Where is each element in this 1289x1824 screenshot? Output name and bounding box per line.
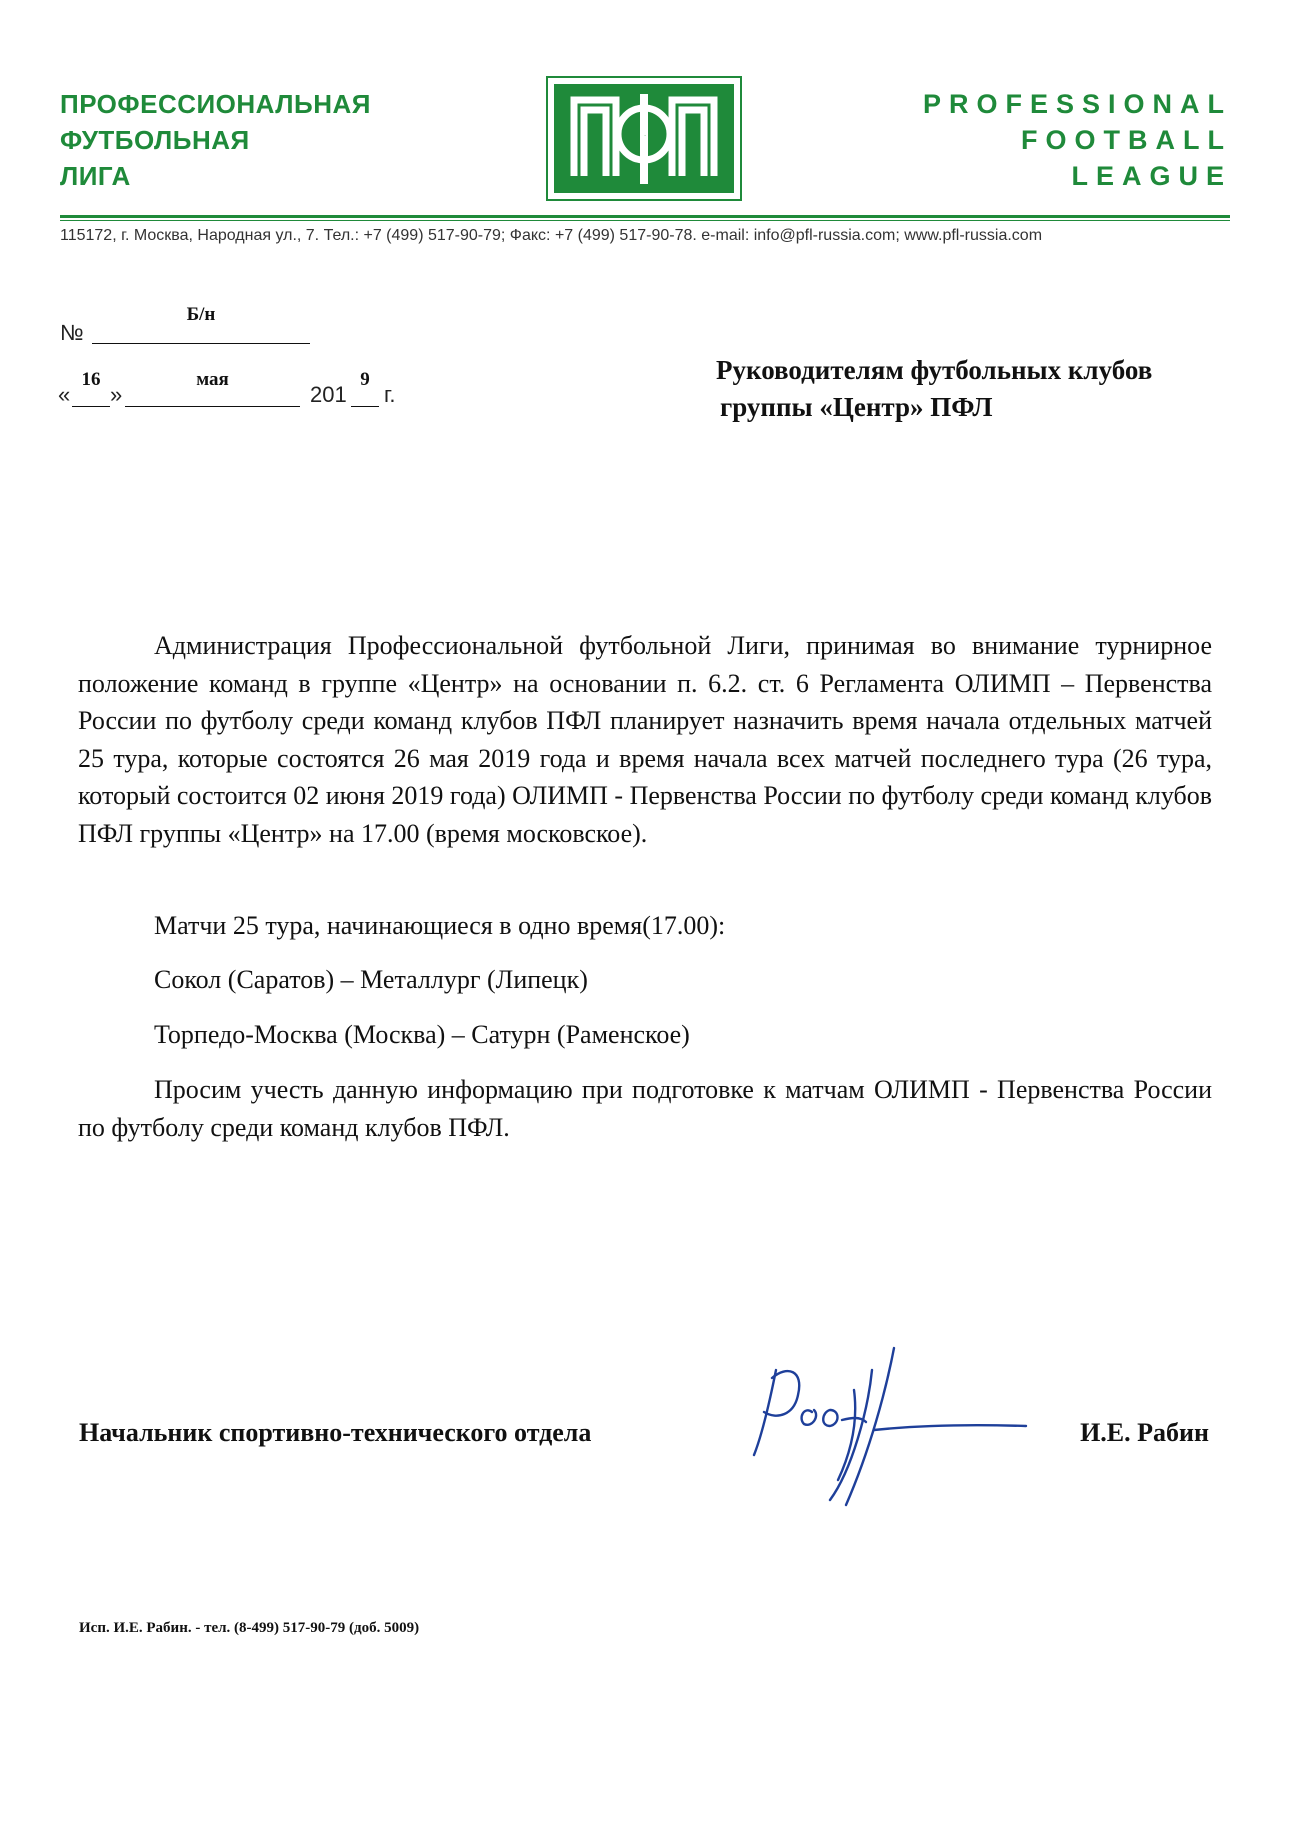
org-name-en: [923, 86, 1232, 194]
match-1-block: [78, 961, 1212, 999]
date-day-underline: [72, 406, 110, 407]
date-year-underline: [351, 406, 379, 407]
signatory-title: Начальник спортивно-технического отдела: [79, 1418, 592, 1447]
addressee-line1: Руководителям футбольных клубов: [716, 355, 1153, 385]
body-paragraph-1: Администрация Профессиональной футбольной Лиги, принимая во внимание турнирное положение команд в группе «Центр» на основании п. 6.2. ст. 6 Регламента ОЛИМП – Первенства России по футболу среди команд клубов ПФЛ планирует назначить время начала отдельных матчей 25 тура, которые состоятся 26 мая 2019 года и время начала всех матчей последнего тура (26 тура, который состоится 02 июня 2019 года) ОЛИМП - Первенства России по футболу среди команд клубов ПФЛ группы «Центр» на 17.00 (время московское).: [78, 631, 1212, 848]
org-name-ru: [60, 86, 371, 194]
signatory-name: И.Е. Рабин: [1080, 1418, 1209, 1447]
header-rule-bottom: [60, 220, 1230, 221]
number-label: №: [60, 320, 84, 345]
logo-text: ПФЛ: [644, 136, 647, 137]
matches-block: [78, 907, 1212, 945]
addressee: [716, 352, 1152, 426]
match-2: Торпедо-Москва (Москва) – Сатурн (Раменское): [154, 1020, 690, 1049]
match-2-block: [78, 1016, 1212, 1054]
handwritten-signature: [742, 1340, 1032, 1540]
date-year-digit: 9: [360, 369, 370, 390]
org-name-ru-line1: ПРОФЕССИОНАЛЬНАЯ: [60, 89, 371, 119]
date-day: 16: [81, 369, 101, 390]
org-name-en-line2: FOOTBALL: [1021, 125, 1232, 155]
executor-contact: Исп. И.Е. Рабин. - тел. (8-499) 517-90-79 (доб. 5009): [79, 1620, 420, 1636]
number-underline: [92, 343, 310, 344]
body-paragraph-2: Просим учесть данную информацию при подготовке к матчам ОЛИМП - Первенства России по футболу среди команд клубов ПФЛ.: [78, 1075, 1212, 1142]
date-month: мая: [196, 369, 229, 390]
date-year-prefix: 201: [310, 382, 347, 407]
pfl-logo-icon: [546, 76, 742, 201]
date-year-suffix: г.: [384, 382, 396, 407]
header-rule-top: [60, 215, 1230, 218]
org-name-ru-line2: ФУТБОЛЬНАЯ: [60, 125, 250, 155]
pfl-logo: [546, 76, 742, 201]
date-quote-close: »: [110, 382, 123, 407]
addressee-line2: группы «Центр» ПФЛ: [720, 392, 993, 422]
letterhead-address: 115172, г. Москва, Народная ул., 7. Тел.: +7 (499) 517-90-79; Факс: +7 (499) 517-90-78. e-mail: info@pfl-russia.com; www.pfl-russia.com: [60, 227, 1043, 244]
signature-icon: [742, 1340, 1032, 1540]
org-name-en-line1: PROFESSIONAL: [922, 89, 1232, 119]
number-value: Б/н: [186, 304, 216, 325]
date-month-underline: [125, 406, 300, 407]
org-name-en-line3: LEAGUE: [1071, 161, 1232, 191]
match-1: Сокол (Саратов) – Металлург (Липецк): [154, 965, 588, 994]
org-name-ru-line3: ЛИГА: [60, 161, 131, 191]
matches-intro: Матчи 25 тура, начинающиеся в одно время(17.00):: [154, 911, 726, 940]
closing-block: [78, 1071, 1212, 1146]
letter-body: [78, 627, 1212, 852]
date-quote-open: «: [58, 382, 71, 407]
